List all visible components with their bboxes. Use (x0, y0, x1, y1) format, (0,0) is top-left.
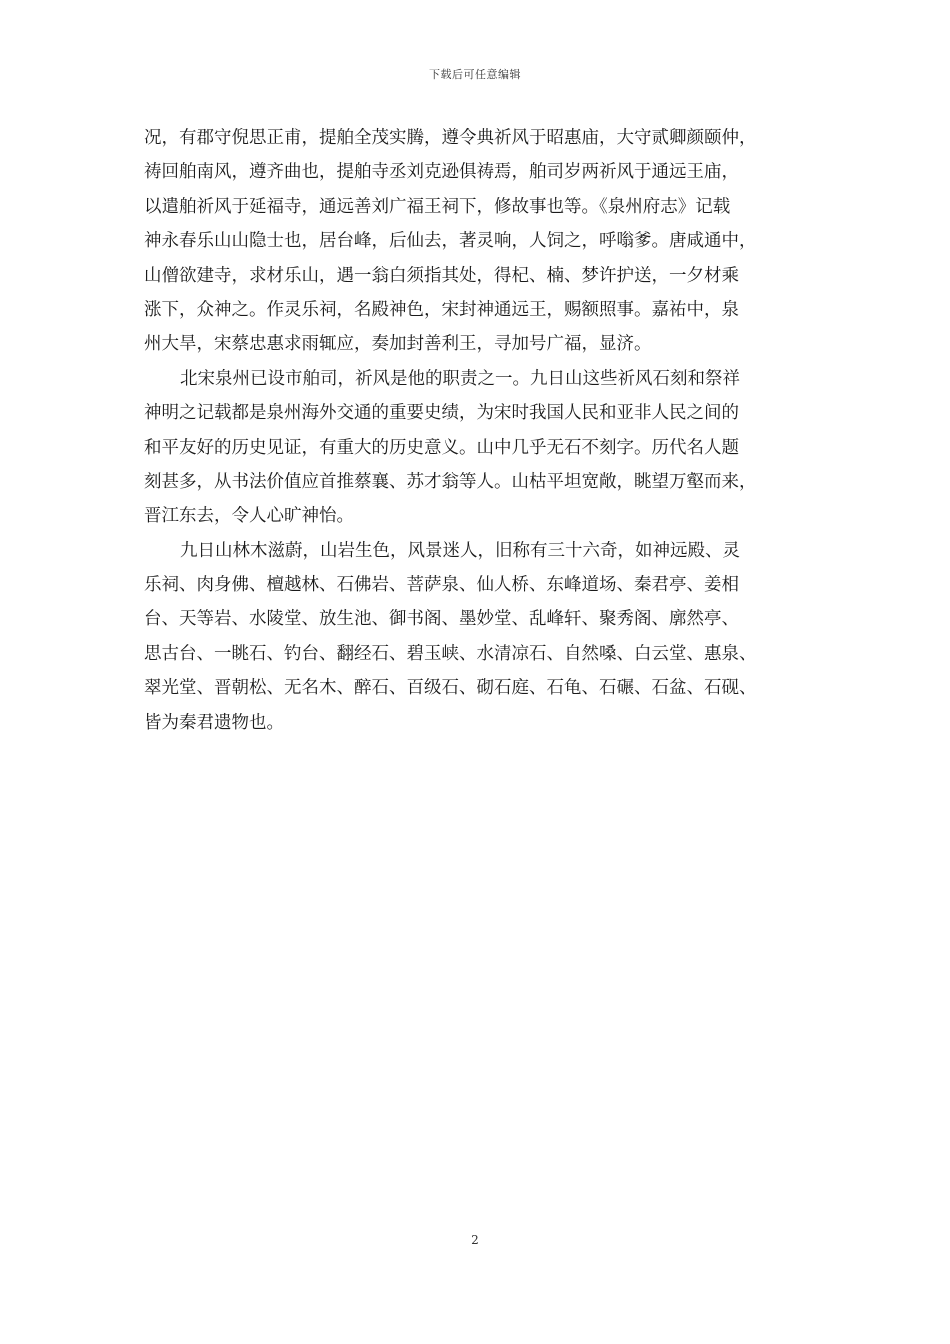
text-line: 涨下，众神之。作灵乐祠，名殿神色，宋封神通远王，赐额照事。嘉祐中，泉 (144, 299, 739, 320)
text-line: 神明之记载都是泉州海外交通的重要史绩，为宋时我国人民和亚非人民之间的 (144, 403, 739, 424)
text-line: 以遣舶祈风于延福寺，通远善刘广福王祠下，修故事也等。《泉州府志》记载 (144, 196, 731, 217)
text-line: 州大旱，宋蔡忠惠求雨辄应，奏加封善利王，寻加号广福，显济。 (144, 334, 652, 355)
paragraph-2 (144, 362, 830, 534)
page-header: 下载后可任意编辑 (429, 68, 521, 81)
text-line: 山僧欲建寺，求材乐山，遇一翁白须指其处，得杞、楠、梦许护送，一夕材乘 (144, 265, 739, 286)
text-line: 乐祠、肉身佛、檀越林、石佛岩、菩萨泉、仙人桥、东峰道场、秦君亭、姜相 (144, 575, 739, 596)
text-line: 晋江东去，令人心旷神怡。 (144, 506, 354, 527)
text-line: 和平友好的历史见证，有重大的历史意义。山中几乎无石不刻字。历代名人题 (144, 437, 739, 458)
page-number: 2 (471, 1233, 479, 1247)
text-line: 九日山林木滋蔚，山岩生色，风景迷人，旧称有三十六奇，如神远殿、灵 (180, 540, 740, 561)
text-line: 台、天等岩、水陵堂、放生池、御书阁、墨妙堂、乱峰轩、聚秀阁、廓然亭、 (144, 609, 739, 630)
paragraph-3 (144, 534, 830, 740)
text-line: 祷回舶南风，遵齐曲也，提舶寺丞刘克逊俱祷焉，舶司岁两祈风于通远王庙， (144, 162, 739, 183)
text-line: 翠光堂、晋朝松、无名木、醉石、百级石、砌石庭、石龟、石碾、石盆、石砚、 (144, 678, 757, 699)
text-line: 皆为秦君遗物也。 (144, 712, 284, 733)
text-line: 况，有郡守倪思正甫，提舶全茂实腾，遵令典祈风于昭惠庙，大守贰卿颜颐仲， (144, 128, 757, 148)
text-line: 思古台、一眺石、钓台、翻经石、碧玉峡、水清凉石、自然嗓、白云堂、惠泉、 (144, 643, 757, 664)
text-line: 北宋泉州已设市舶司，祈风是他的职责之一。九日山这些祈风石刻和祭祥 (180, 368, 740, 389)
text-line: 神永春乐山山隐士也，居台峰，后仙去，著灵响，人饲之，呼嗡爹。唐咸通中， (144, 231, 757, 252)
paragraph-1 (144, 121, 830, 362)
document-body (144, 121, 830, 740)
text-line: 刻甚多，从书法价值应首推蔡襄、苏才翁等人。山枯平坦宽敞，眺望万壑而来， (144, 471, 757, 492)
